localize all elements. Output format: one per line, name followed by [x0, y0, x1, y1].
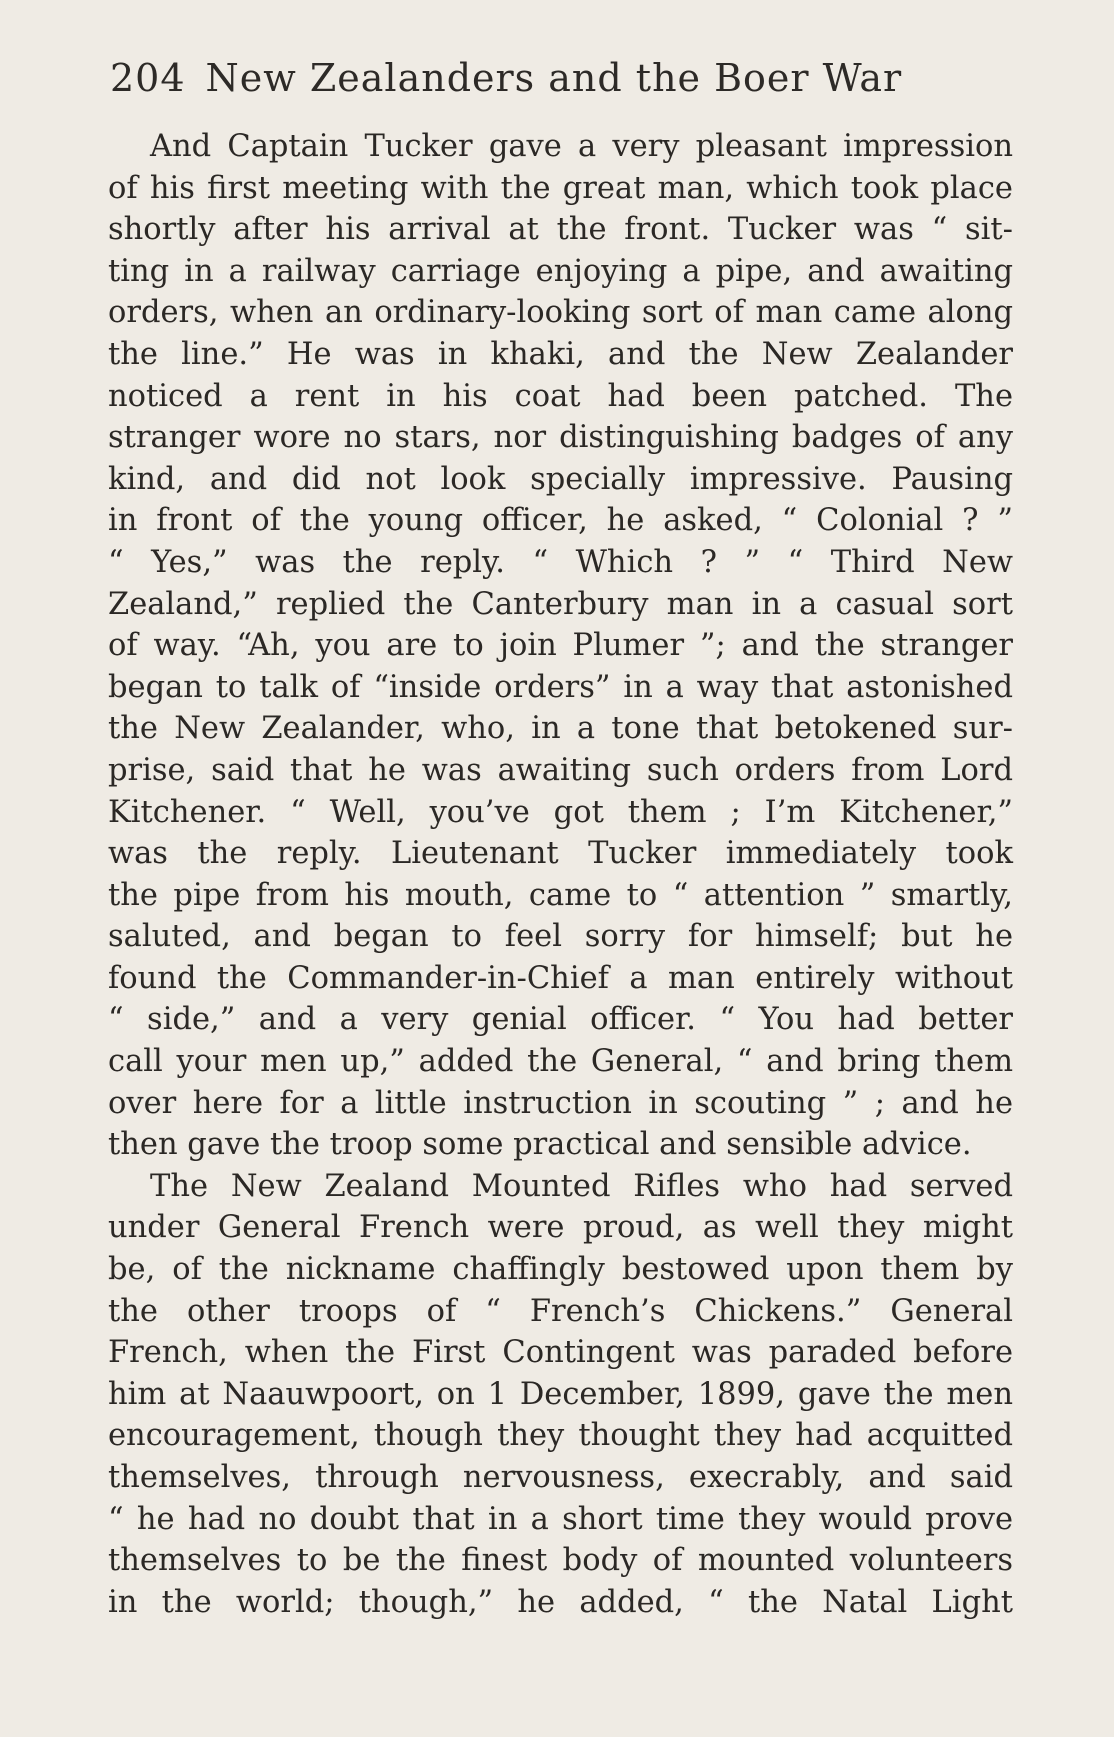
text-line: themselves, through nervousness, execrably, and said	[108, 1460, 1013, 1495]
text-line: the New Zealander, who, in a tone that betokened sur-	[108, 711, 1013, 747]
text-line: then gave the troop some practical and sensible advice.	[108, 1127, 972, 1163]
text-line: found the Commander-in-Chief a man entirely without	[108, 960, 1013, 996]
text-line: in front of the young officer, he asked, “ Colonial ? ”	[108, 503, 1013, 539]
text-line: be, of the nickname chaffingly bestowed upon them by	[108, 1252, 1013, 1288]
text-line: “ Yes,” was the reply. “ Which ? ” “ Third New	[108, 544, 1013, 580]
text-line: of his first meeting with the great man, which took place	[108, 170, 1013, 206]
text-line: shortly after his arrival at the front. Tucker was “ sit-	[108, 212, 1013, 248]
text-line: orders, when an ordinary-looking sort of man came along	[108, 295, 1013, 331]
text-line: “ side,” and a very genial officer. “ You had better	[108, 1002, 1013, 1038]
text-line: encouragement, though they thought they had acquitted	[108, 1418, 1013, 1454]
body-text	[108, 126, 1013, 1623]
text-line: “ he had no doubt that in a short time they would prove	[108, 1501, 1013, 1537]
running-head	[110, 56, 1015, 100]
text-line: the line.” He was in khaki, and the New Zealander	[108, 336, 1013, 372]
page-number: 204	[110, 56, 186, 100]
text-line: under General French were proud, as well they might	[108, 1210, 1013, 1246]
text-line: saluted, and began to feel sorry for himself; but he	[108, 919, 1013, 955]
text-line: noticed a rent in his coat had been patched. The	[108, 378, 1013, 414]
text-line: call your men up,” added the General, “ and bring them	[108, 1044, 1013, 1080]
text-line: in the world; though,” he added, “ the Natal Light	[108, 1584, 1013, 1620]
text-line: over here for a little instruction in scouting ” ; and he	[108, 1085, 1013, 1121]
text-line: Zealand,” replied the Canterbury man in a casual sort	[108, 586, 1013, 622]
text-line: And Captain Tucker gave a very pleasant impression	[150, 129, 1013, 164]
text-line: prise, said that he was awaiting such orders from Lord	[108, 752, 1013, 788]
text-line: was the reply. Lieutenant Tucker immediately took	[108, 836, 1013, 872]
text-line: the pipe from his mouth, came to “ attention ” smartly,	[108, 877, 1013, 913]
text-line: French, when the First Contingent was paraded before	[108, 1335, 1013, 1371]
text-line: The New Zealand Mounted Rifles who had served	[150, 1168, 1013, 1204]
running-title: New Zealanders and the Boer War	[205, 56, 903, 100]
text-line: him at Naauwpoort, on 1 December, 1899, gave the men	[108, 1376, 1013, 1412]
text-line: stranger wore no stars, nor distinguishing badges of any	[108, 420, 1013, 456]
text-line: the other troops of “ French’s Chickens.” General	[108, 1293, 1013, 1329]
text-line: Kitchener. “ Well, you’ve got them ; I’m Kitchener,”	[108, 794, 1013, 830]
text-line: themselves to be the finest body of mounted volunteers	[108, 1543, 1013, 1579]
text-line: ting in a railway carriage enjoying a pipe, and awaiting	[108, 253, 1013, 289]
text-line: began to talk of “inside orders” in a way that astonished	[108, 669, 1013, 705]
text-line: kind, and did not look specially impressive. Pausing	[108, 461, 1013, 497]
text-line: of way. “Ah, you are to join Plumer ”; and the stranger	[108, 628, 1013, 664]
